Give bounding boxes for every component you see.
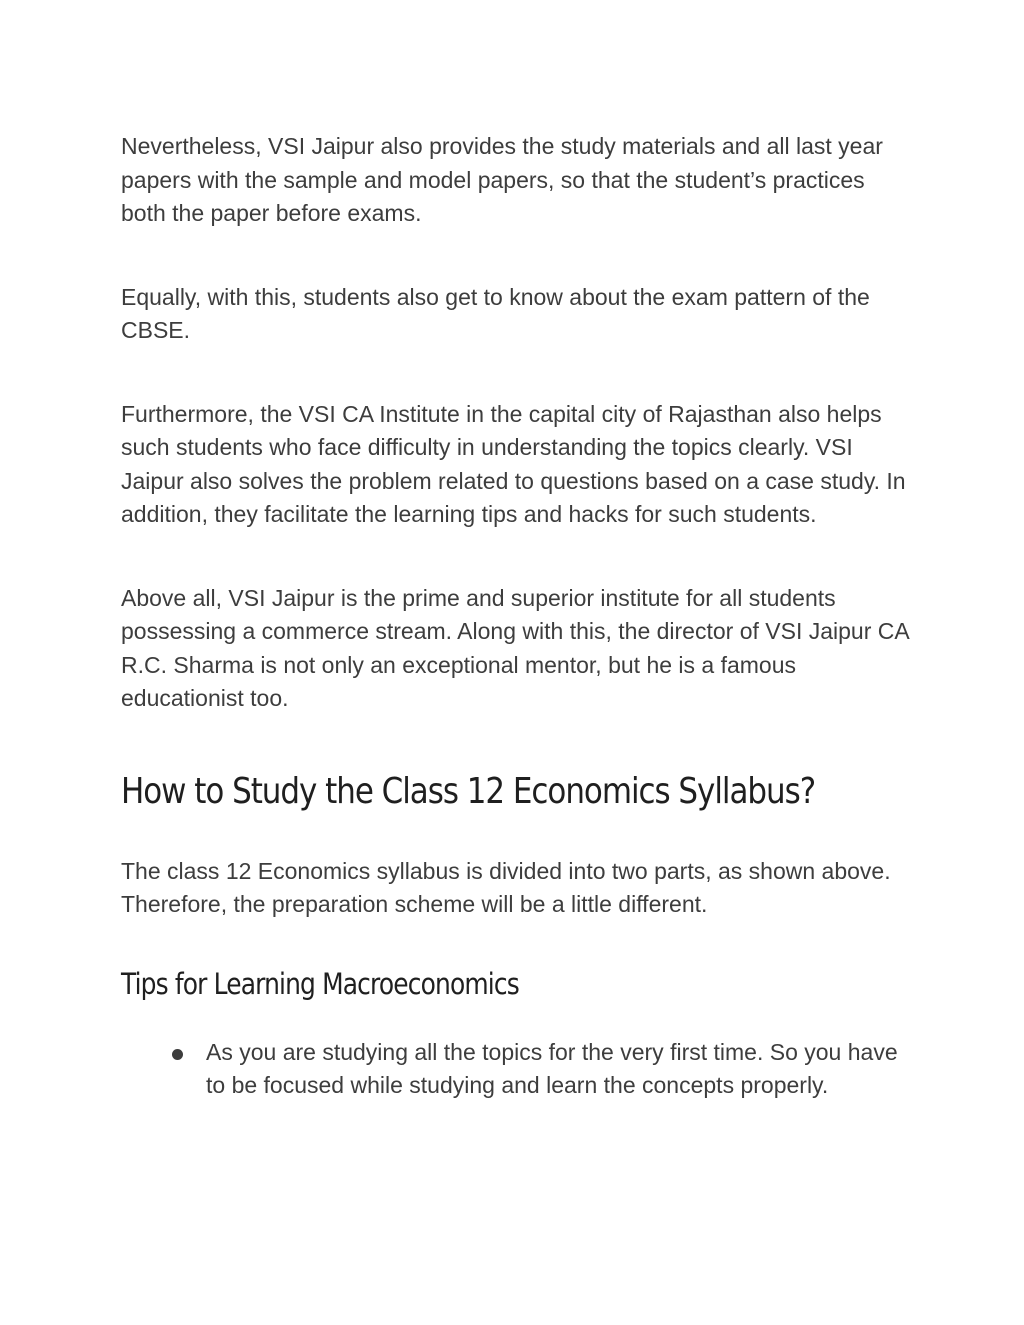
paragraph-exam-pattern: Equally, with this, students also get to know about the exam pattern of the CBSE. — [121, 283, 870, 343]
paragraph-above-all: Above all, VSI Jaipur is the prime and superior institute for all students possessing a commerce stream. Along with this, the director of VSI Jaipur CA R.C. Sharma is not only an exceptional mentor, but he is a famous educationist too. — [121, 584, 909, 711]
document-page — [121, 130, 911, 1103]
section-heading: How to Study the Class 12 Economics Syllabus? — [121, 770, 816, 812]
tips-list — [121, 1036, 911, 1103]
paragraph-study-materials: Nevertheless, VSI Jaipur also provides the study materials and all last year papers with the sample and model papers, so that the student’s practices both the paper before exams. — [121, 133, 883, 226]
list-item-text: As you are studying all the topics for the very first time. So you have to be focused while studying and learn the concepts properly. — [206, 1038, 898, 1098]
subsection-heading: Tips for Learning Macroeconomics — [121, 966, 519, 1001]
paragraph-vsi-institute: Furthermore, the VSI CA Institute in the capital city of Rajasthan also helps such students who face difficulty in understanding the topics clearly. VSI Jaipur also solves the problem related to questions based on a case study. In addition, they facilitate the learning tips and hacks for such students. — [121, 400, 906, 527]
bullet-icon — [172, 1049, 183, 1060]
section-intro: The class 12 Economics syllabus is divided into two parts, as shown above. Therefore, the preparation scheme will be a little different. — [121, 857, 891, 917]
list-item — [121, 1036, 911, 1103]
